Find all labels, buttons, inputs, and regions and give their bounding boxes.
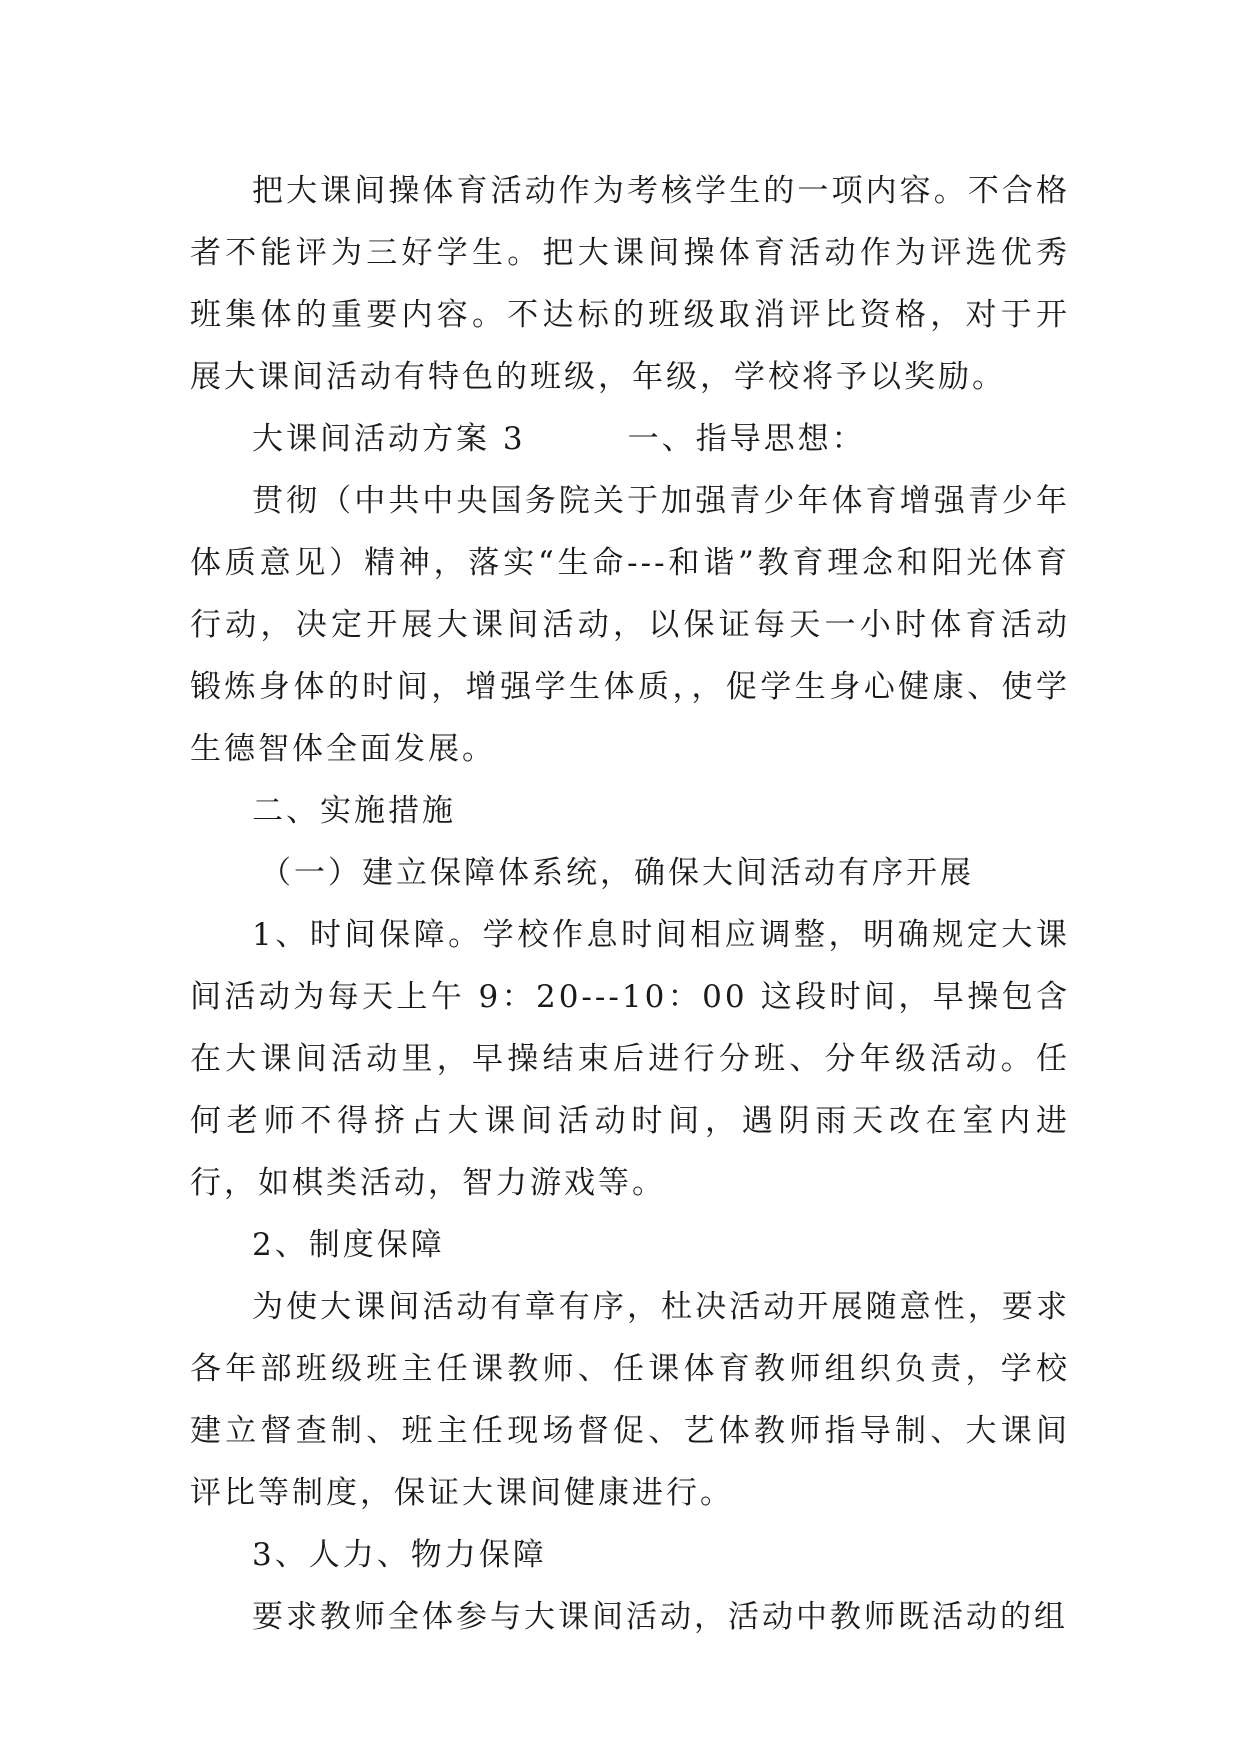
paragraph-assessment: 把大课间操体育活动作为考核学生的一项内容。不合格者不能评为三好学生。把大课间操体育活动作为评选优秀班集体的重要内容。不达标的班级取消评比资格，对于开展大课间活动有特色的班级，年级，学校将予以奖励。 — [190, 173, 1070, 395]
heading-support-system: （一）建立保障体系统，确保大间活动有序开展 — [260, 855, 974, 891]
heading-implementation-measures: 二、实施措施 — [252, 793, 456, 829]
heading-system-guarantee: 2、制度保障 — [252, 1227, 445, 1263]
heading-resource-guarantee: 3、人力、物力保障 — [252, 1537, 547, 1573]
paragraph-guiding-thought: 贯彻（中共中央国务院关于加强青少年体育增强青少年体质意见）精神，落实“生命---和谐”教育理念和阳光体育行动，决定开展大课间活动，以保证每天一小时体育活动锻炼身体的时间，增强学生体质，，促学生身心健康、使学生德智体全面发展。 — [190, 483, 1070, 767]
paragraph-time-guarantee: 1、时间保障。学校作息时间相应调整，明确规定大课间活动为每天上午 9：20---10：00 这段时间，早操包含在大课间活动里，早操结束后进行分班、分年级活动。任何老师不得挤占大课间活动时间，遇阴雨天改在室内进行，如棋类活动，智力游戏等。 — [190, 917, 1070, 1201]
document-body — [190, 160, 1070, 1648]
paragraph-system-guarantee: 为使大课间活动有章有序，杜决活动开展随意性，要求各年部班级班主任课教师、任课体育教师组织负责，学校建立督查制、班主任现场督促、艺体教师指导制、大课间评比等制度，保证大课间健康进行。 — [190, 1289, 1070, 1511]
paragraph-resource-guarantee: 要求教师全体参与大课间活动，活动中教师既活动的组 — [252, 1599, 1068, 1635]
section-title-guiding-thought: 大课间活动方案 3 一、指导思想： — [252, 421, 866, 457]
